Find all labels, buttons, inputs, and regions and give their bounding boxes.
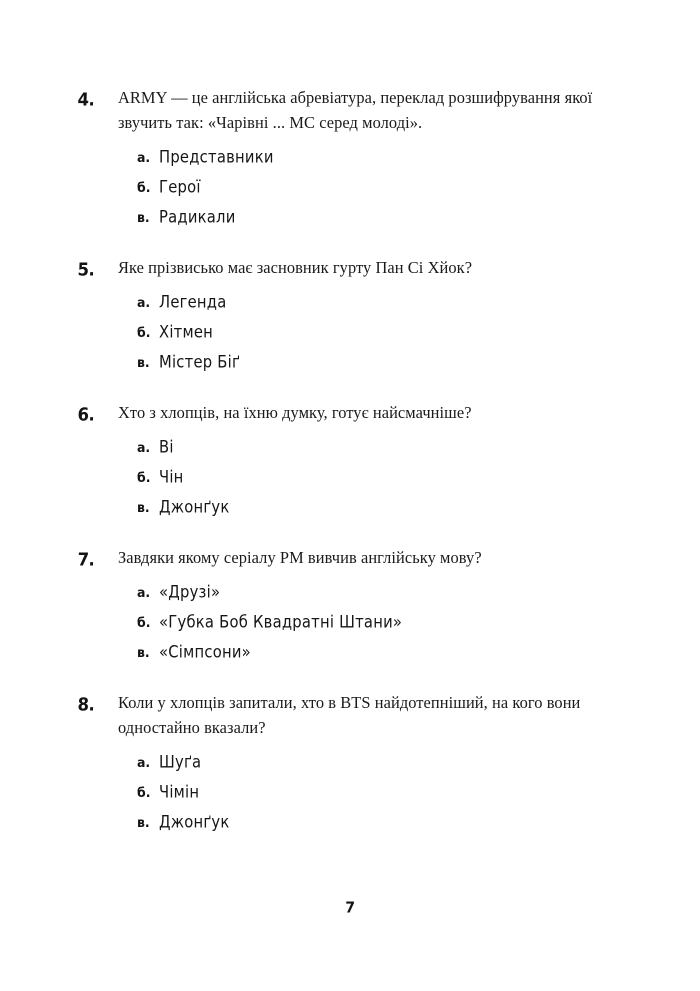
option-marker: а. — [137, 294, 151, 311]
question-number: 4. — [77, 89, 95, 110]
option-marker: в. — [137, 209, 150, 226]
option-marker: б. — [137, 469, 151, 486]
answer-option[interactable] — [118, 147, 618, 168]
option-label: «Сімпсони» — [159, 641, 251, 663]
question-item — [78, 545, 618, 663]
question-item — [78, 690, 618, 833]
question-content — [118, 690, 618, 833]
question-list — [78, 85, 618, 833]
option-label: Ві — [159, 436, 174, 458]
option-label: «Губка Боб Квадратні Штани» — [159, 611, 403, 633]
answer-option[interactable] — [118, 812, 618, 833]
answer-option-list — [118, 292, 618, 373]
question-number: 5. — [77, 259, 95, 280]
answer-option[interactable] — [118, 612, 618, 633]
option-marker: б. — [137, 179, 151, 196]
answer-option[interactable] — [118, 497, 618, 518]
question-number: 6. — [77, 404, 95, 425]
answer-option[interactable] — [118, 292, 618, 313]
option-label: Легенда — [159, 291, 227, 313]
question-item — [78, 85, 618, 228]
answer-option-list — [118, 582, 618, 663]
answer-option[interactable] — [118, 582, 618, 603]
option-label: Чімін — [159, 781, 200, 803]
answer-option-list — [118, 147, 618, 228]
option-marker: в. — [137, 814, 150, 831]
option-label: «Друзі» — [159, 581, 221, 603]
question-content — [118, 400, 618, 518]
option-marker: б. — [137, 784, 151, 801]
option-marker: а. — [137, 439, 151, 456]
question-text: ARMY — це англійська абревіатура, переклад розшифрування якої звучить так: «Чарівні ... MC серед молоді». — [118, 88, 593, 132]
option-marker: б. — [137, 614, 151, 631]
option-label: Представники — [159, 146, 274, 168]
question-number: 8. — [77, 694, 95, 715]
answer-option[interactable] — [118, 752, 618, 773]
answer-option[interactable] — [118, 352, 618, 373]
question-item — [78, 255, 618, 373]
answer-option[interactable] — [118, 467, 618, 488]
answer-option[interactable] — [118, 437, 618, 458]
option-label: Радикали — [159, 206, 236, 228]
option-label: Герої — [159, 176, 201, 198]
question-number: 7. — [77, 549, 95, 570]
answer-option-list — [118, 752, 618, 833]
page-number: 7 — [344, 899, 356, 917]
option-marker: а. — [137, 584, 151, 601]
question-content — [118, 545, 618, 663]
option-marker: в. — [137, 499, 150, 516]
answer-option[interactable] — [118, 642, 618, 663]
answer-option[interactable] — [118, 782, 618, 803]
question-content — [118, 85, 618, 228]
option-label: Шуґа — [159, 751, 202, 773]
option-marker: а. — [137, 754, 151, 771]
option-label: Хітмен — [159, 321, 214, 343]
question-content — [118, 255, 618, 373]
option-marker: в. — [137, 354, 150, 371]
option-label: Джонґук — [159, 811, 230, 833]
option-label: Джонґук — [159, 496, 230, 518]
option-marker: а. — [137, 149, 151, 166]
answer-option[interactable] — [118, 177, 618, 198]
option-marker: б. — [137, 324, 151, 341]
answer-option[interactable] — [118, 207, 618, 228]
option-label: Чін — [159, 466, 184, 488]
answer-option[interactable] — [118, 322, 618, 343]
option-marker: в. — [137, 644, 150, 661]
question-text: Завдяки якому серіалу РМ вивчив англійську мову? — [118, 548, 482, 567]
answer-option-list — [118, 437, 618, 518]
option-label: Містер Біґ — [159, 351, 240, 373]
question-text: Коли у хлопців запитали, хто в BTS найдотепніший, на кого вони одностайно вказали? — [118, 693, 581, 737]
question-text: Хто з хлопців, на їхню думку, готує найсмачніше? — [118, 403, 472, 422]
question-item — [78, 400, 618, 518]
question-text: Яке прізвисько має засновник гурту Пан Сі Хйок? — [118, 258, 473, 277]
